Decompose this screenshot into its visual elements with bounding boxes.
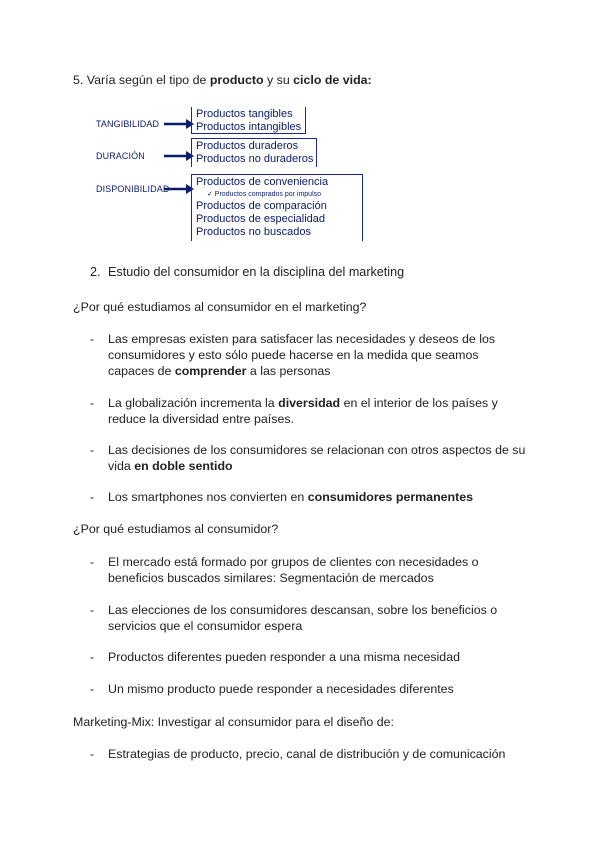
diagram-item: Productos de especialidad xyxy=(196,213,326,225)
list-item: La globalización incrementa la diversidad en el interior de los países y reduce la diversidad entre países. xyxy=(108,396,498,426)
list-item: El mercado está formado por grupos de clientes con necesidades o beneficios buscados similares: Segmentación de mercados xyxy=(108,555,479,585)
list-item: Estrategias de producto, precio, canal de distribución y de comunicación xyxy=(108,747,506,761)
heading-5: 5. Varía según el tipo de producto y su ciclo de vida: xyxy=(73,73,372,87)
diagram-item: Productos no duraderos xyxy=(196,153,314,165)
list-item: Las empresas existen para satisfacer las necesidades y deseos de los consumidores y esto sólo puede hacerse en la medida que seamos capaces de comprender a las personas xyxy=(108,332,496,378)
diagram-item: Productos de conveniencia xyxy=(196,176,329,188)
list-bullet: - xyxy=(90,332,95,346)
list-item: Las decisiones de los consumidores se relacionan con otros aspectos de su vida en doble sentido xyxy=(108,443,526,473)
diagram-subitem: ✓ Productos comprados por impulso xyxy=(207,191,322,198)
question-2: ¿Por qué estudiamos al consumidor? xyxy=(73,522,279,536)
section-2-number: 2. xyxy=(90,265,101,279)
marketing-mix-intro: Marketing-Mix: Investigar al consumidor para el diseño de: xyxy=(73,715,394,729)
arrow-icon xyxy=(164,151,194,161)
diagram-item: Productos intangibles xyxy=(196,121,302,133)
question-1: ¿Por qué estudiamos al consumidor en el marketing? xyxy=(73,300,367,314)
diagram-label-tangibilidad: TANGIBILIDAD xyxy=(96,119,160,129)
diagram-item: Productos de comparación xyxy=(196,200,327,212)
diagram-item: Productos duraderos xyxy=(196,140,299,152)
arrow-icon xyxy=(164,119,194,129)
list-bullet: - xyxy=(90,650,95,664)
diagram-label-duracion: DURACIÓN xyxy=(96,151,145,161)
diagram-label-disponibilidad: DISPONIBILIDAD xyxy=(96,184,170,194)
diagram-item: Productos no buscados xyxy=(196,226,311,238)
list-item: Las elecciones de los consumidores descansan, sobre los beneficios o servicios que el consumidor espera xyxy=(108,603,498,633)
list-bullet: - xyxy=(90,396,95,410)
list-bullet: - xyxy=(90,747,95,761)
list-bullet: - xyxy=(90,603,95,617)
list-bullet: - xyxy=(90,490,95,504)
list-item: Los smartphones nos convierten en consumidores permanentes xyxy=(108,490,474,504)
list-bullet: - xyxy=(90,682,95,696)
list-item: Un mismo producto puede responder a necesidades diferentes xyxy=(108,682,454,696)
diagram-item: Productos tangibles xyxy=(196,108,293,120)
section-2-title: Estudio del consumidor en la disciplina del marketing xyxy=(108,265,405,279)
list-bullet: - xyxy=(90,443,95,457)
list-item: Productos diferentes pueden responder a una misma necesidad xyxy=(108,650,460,664)
list-bullet: - xyxy=(90,555,95,569)
arrow-icon xyxy=(164,184,194,194)
